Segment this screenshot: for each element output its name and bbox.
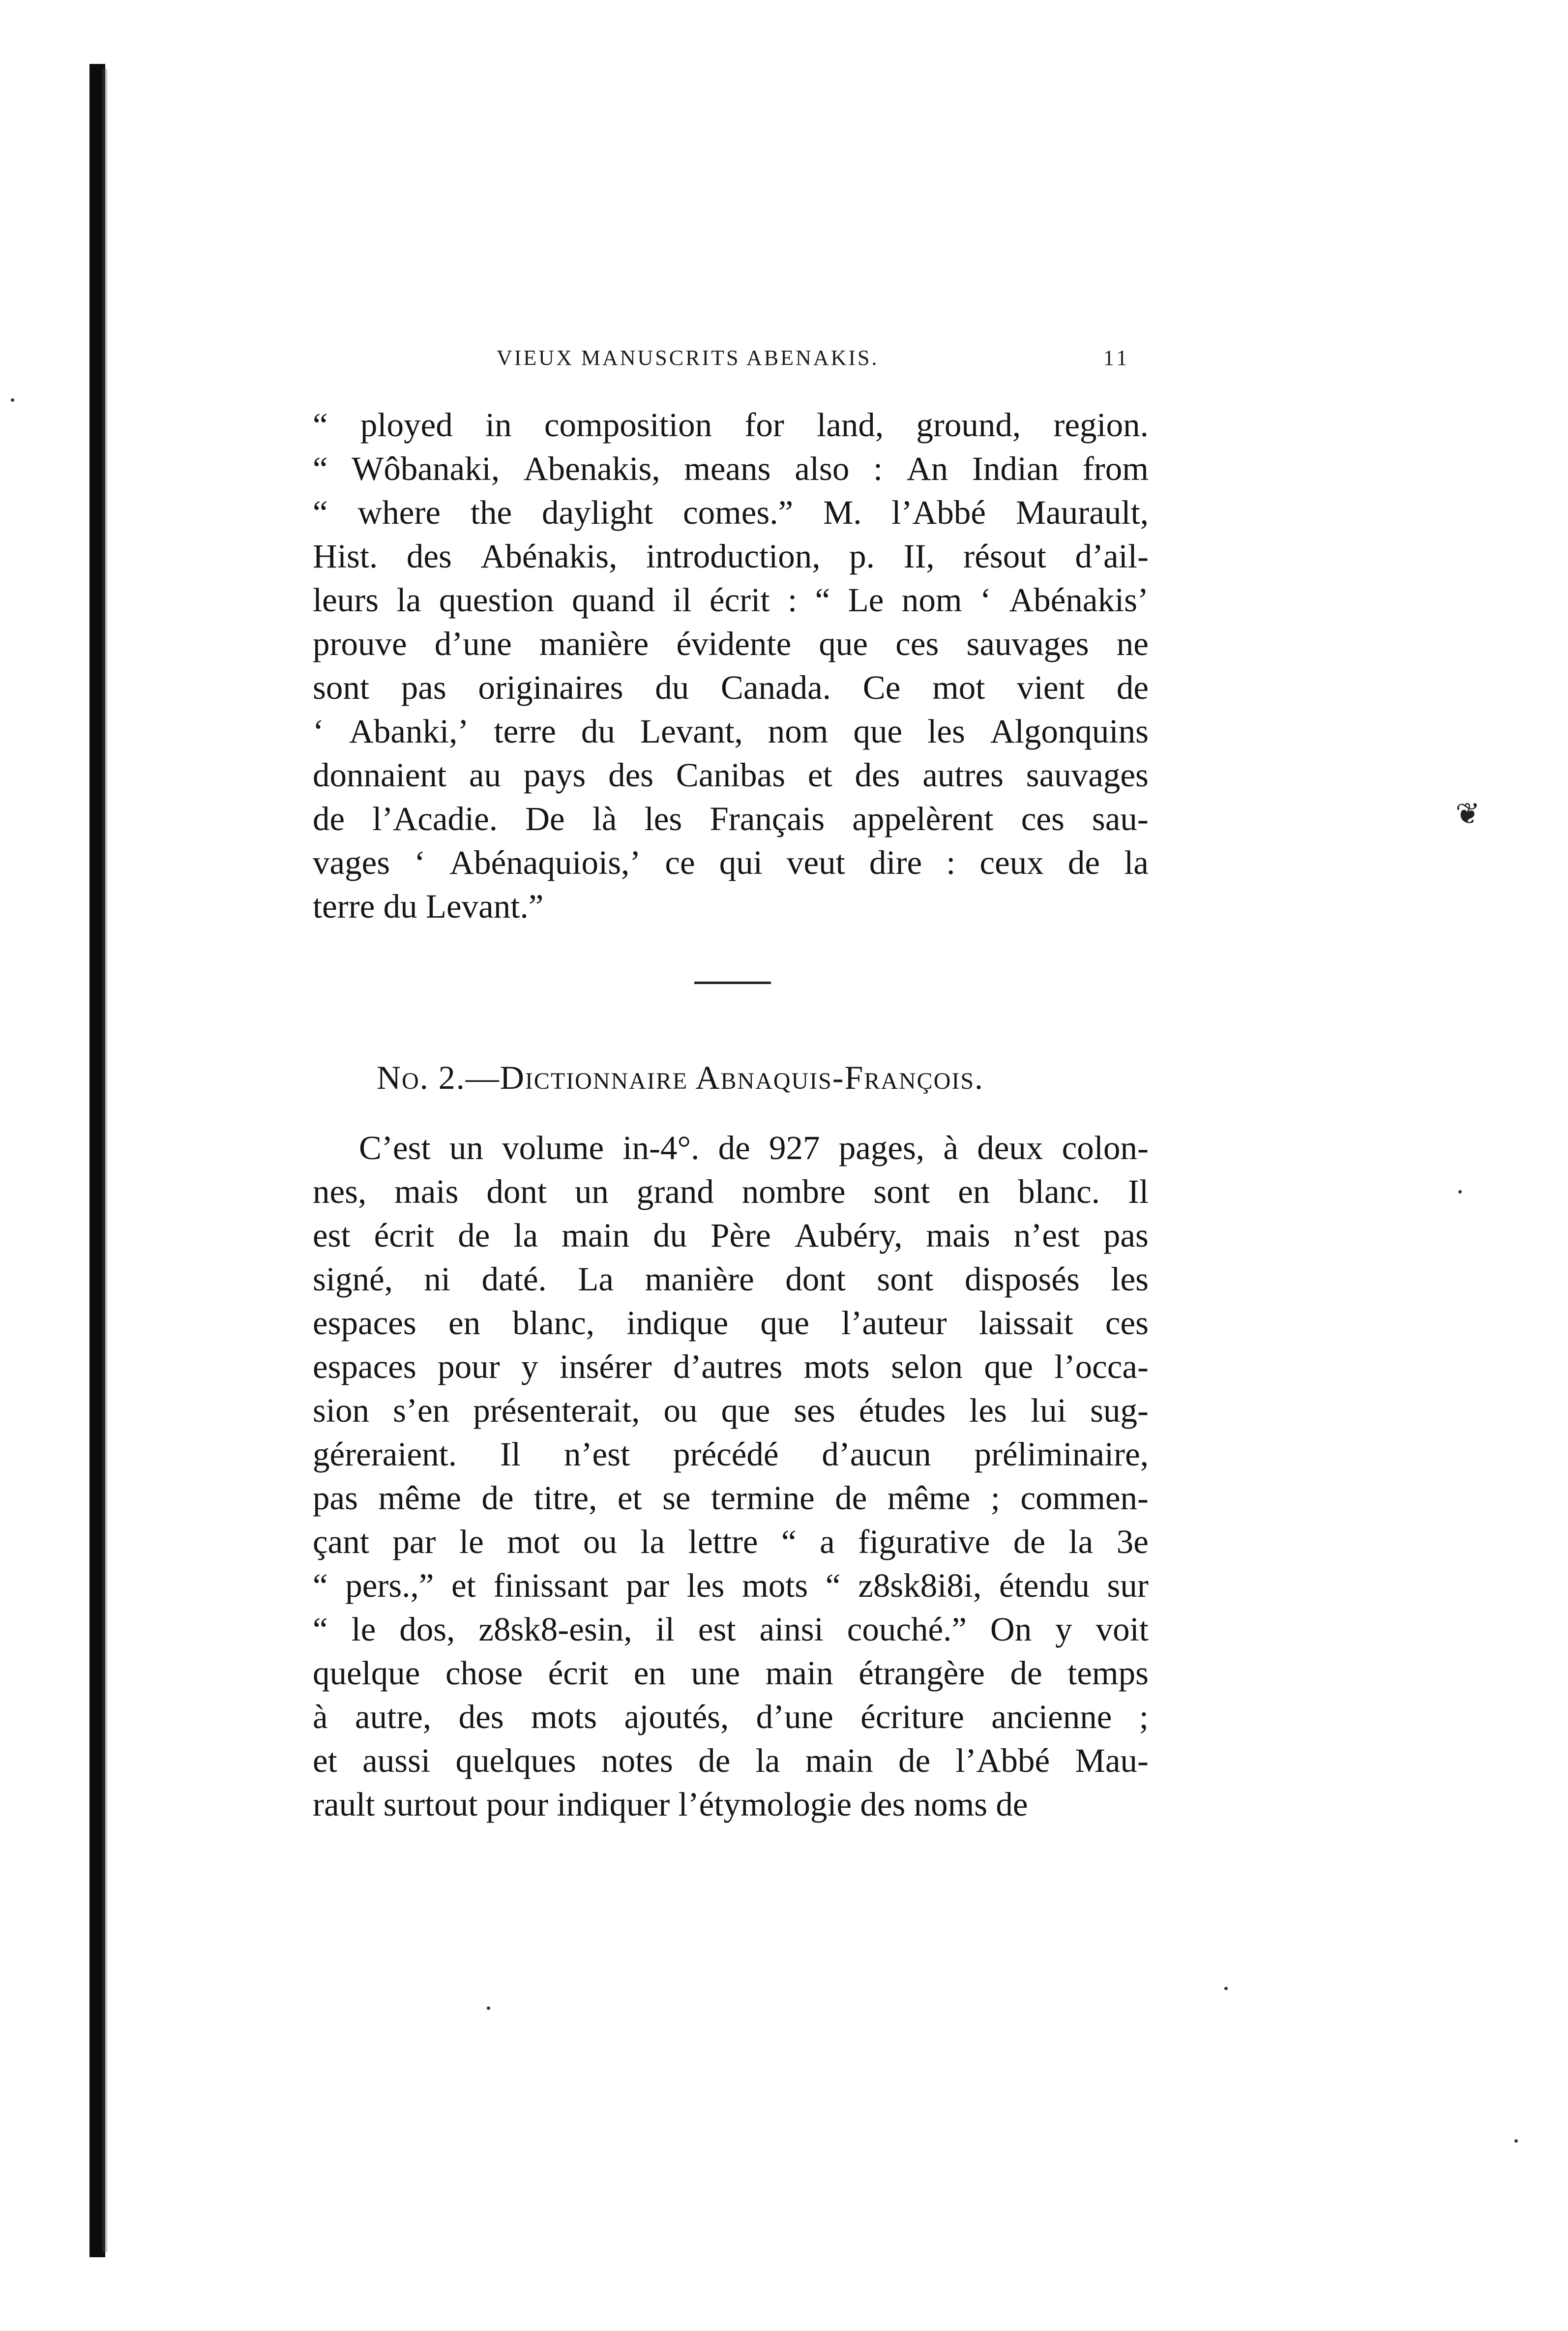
section-heading: No. 2.—Dictionnaire Abnaquis-François. bbox=[377, 1059, 984, 1096]
quote-line: prouve d’une manière évidente que ces sauvages ne bbox=[313, 625, 1149, 662]
paragraph-line: est écrit de la main du Père Aubéry, mais n’est pas bbox=[313, 1217, 1149, 1254]
paragraph-line: espaces pour y insérer d’autres mots selon que l’occa- bbox=[313, 1348, 1149, 1385]
paragraph-line: signé, ni daté. La manière dont sont disposés les bbox=[313, 1260, 1149, 1298]
book-spine-edge bbox=[102, 69, 107, 2252]
page-speck bbox=[487, 2006, 490, 2010]
paragraph-line: géreraient. Il n’est précédé d’aucun préliminaire, bbox=[313, 1435, 1149, 1473]
paragraph-line: “ pers.,” et finissant par les mots “ z8sk8i8i, étendu sur bbox=[313, 1567, 1149, 1604]
quote-line: de l’Acadie. De là les Français appelèrent ces sau- bbox=[313, 800, 1149, 837]
quote-line: Hist. des Abénakis, introduction, p. II, résout d’ail- bbox=[313, 538, 1149, 575]
paragraph-line: quelque chose écrit en une main étrangère de temps bbox=[313, 1654, 1149, 1692]
page-speck bbox=[1224, 1987, 1228, 1990]
paragraph-line: sion s’en présenterait, ou que ses études les lui sug- bbox=[313, 1392, 1149, 1429]
quote-line: “ where the daylight comes.” M. l’Abbé Maurault, bbox=[313, 494, 1149, 531]
quote-line: sont pas originaires du Canada. Ce mot vient de bbox=[313, 669, 1149, 706]
paragraph-line: pas même de titre, et se termine de même ; commen- bbox=[313, 1479, 1149, 1517]
quote-line: ‘ Abanki,’ terre du Levant, nom que les Algonquins bbox=[313, 713, 1149, 750]
section-divider-rule bbox=[694, 982, 771, 984]
paragraph-line: espaces en blanc, indique que l’auteur laissait ces bbox=[313, 1304, 1149, 1342]
paragraph-line: rault surtout pour indiquer l’étymologie des noms de bbox=[313, 1786, 1028, 1823]
margin-mark-icon: ❦ bbox=[1455, 798, 1480, 830]
page-number: 11 bbox=[1103, 346, 1130, 370]
quote-line: leurs la question quand il écrit : “ Le nom ‘ Abénakis’ bbox=[313, 581, 1149, 619]
page-speck bbox=[1514, 2139, 1518, 2143]
paragraph-line: et aussi quelques notes de la main de l’Abbé Mau- bbox=[313, 1742, 1149, 1779]
paragraph-line: “ le dos, z8sk8-esin, il est ainsi couché.” On y voit bbox=[313, 1611, 1149, 1648]
quote-line: donnaient au pays des Canibas et des autres sauvages bbox=[313, 756, 1149, 794]
paragraph-line: C’est un volume in-4°. de 927 pages, à deux colon- bbox=[359, 1129, 1149, 1166]
quote-line: terre du Levant.” bbox=[313, 888, 544, 925]
running-head: VIEUX MANUSCRITS ABENAKIS. bbox=[497, 346, 879, 370]
quote-line: “ Wôbanaki, Abenakis, means also : An Indian from bbox=[313, 450, 1149, 487]
paragraph-block bbox=[313, 1126, 1149, 1826]
quote-line: “ ployed in composition for land, ground, region. bbox=[313, 406, 1149, 444]
page-speck bbox=[11, 398, 14, 402]
quote-line: vages ‘ Abénaquiois,’ ce qui veut dire : ceux de la bbox=[313, 844, 1149, 881]
paragraph-line: à autre, des mots ajoutés, d’une écriture ancienne ; bbox=[313, 1698, 1149, 1735]
paragraph-line: nes, mais dont un grand nombre sont en blanc. Il bbox=[313, 1173, 1149, 1210]
paragraph-line: çant par le mot ou la lettre “ a figurative de la 3e bbox=[313, 1523, 1149, 1560]
quote-block bbox=[313, 403, 1149, 928]
margin-speck bbox=[1458, 1190, 1462, 1194]
